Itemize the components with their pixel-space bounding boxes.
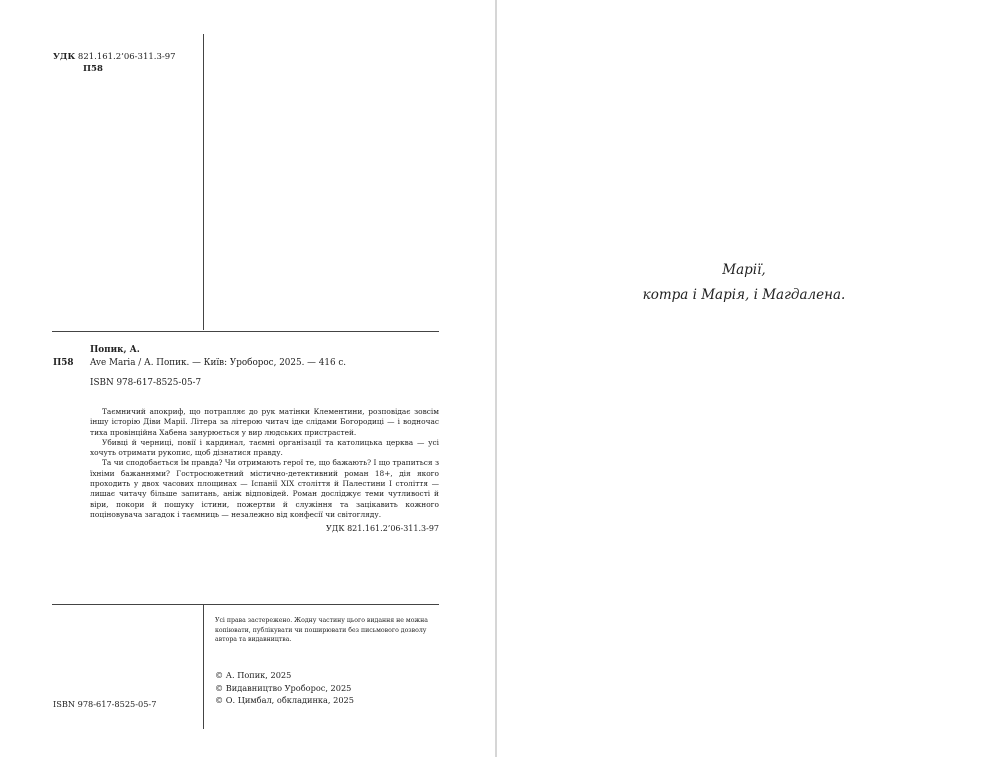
vertical-rule-lower [203, 605, 204, 729]
copyright-line: © А. Попик, 2025 [215, 670, 292, 680]
annotation-paragraph: Убивці й черниці, повії і кардинал, таємні організації та католицька церква — усі хочуть отримати рукопис, щоб дізнатися правду. [90, 437, 439, 458]
horizontal-rule-lower [52, 604, 439, 605]
dedication [497, 258, 991, 308]
catalog-isbn-row [53, 377, 439, 390]
catalog-author: Попик, А. [90, 345, 140, 355]
isbn-bottom: ISBN 978-617-8525-05-7 [53, 699, 157, 709]
udk-top-line1 [53, 51, 176, 63]
catalog-isbn: ISBN 978-617-8525-05-7 [90, 378, 202, 388]
catalog-title-line: Ave Maria / А. Попик. — Київ: Уроборос, 2025. — 416 с. [90, 358, 347, 368]
annotation-paragraph: Та чи сподобається їм правда? Чи отримають герої те, що бажають? І що трапиться з їхніми бажаннями? Гостросюжетний містично-детективний роман 18+, дія якого проходить у двох часових площинах — Іспанії XIX століття й Палестини І століття — лишає читачу більше запитань, аніж відповідей. Роман досліджує теми чутливості й віри, покори й пошуку істини, пожертви й служіння та зацікавить кожного поціновувача загадок і таємниць — незалежно від конфесії чи світогляду. [90, 458, 439, 519]
horizontal-rule-middle [52, 331, 439, 332]
udk-top [53, 51, 176, 75]
catalog-author-row [53, 344, 439, 357]
rights-notice: Усі права застережено. Жодну частину цього видання не можна копіювати, публікувати чи поширювати без письмового дозволу автора та видавництва. [215, 617, 428, 643]
catalog-record [53, 344, 439, 390]
copyright-line: © О. Цимбал, обкладинка, 2025 [215, 695, 354, 706]
right-page [497, 0, 991, 757]
author-mark-top: П58 [83, 64, 103, 74]
annotation-udk: УДК 821.161.2’06-311.3-97 [326, 524, 439, 534]
copyright-line: © Видавництво Уроборос, 2025 [215, 682, 352, 693]
udk-label: УДК [53, 52, 76, 62]
annotation [90, 407, 439, 535]
copyright-list [215, 669, 439, 707]
catalog-author-mark: П58 [53, 358, 74, 368]
left-page [0, 0, 495, 757]
annotation-paragraph: Таємничий апокриф, що потрапляє до рук матінки Клементини, розповідає зовсім іншу історію Діви Марії. Літера за літерою читач іде слідами Богородиці — і водночас тиха провінційна Хабена занурюється у вир людських пристрастей. [90, 407, 439, 437]
udk-code: 821.161.2’06-311.3-97 [77, 52, 176, 62]
dedication-line-2: котра і Марія, і Магдалена. [642, 287, 846, 303]
catalog-title-row [53, 357, 439, 370]
dedication-line-1: Марії, [722, 262, 766, 278]
vertical-rule-top [203, 34, 204, 330]
